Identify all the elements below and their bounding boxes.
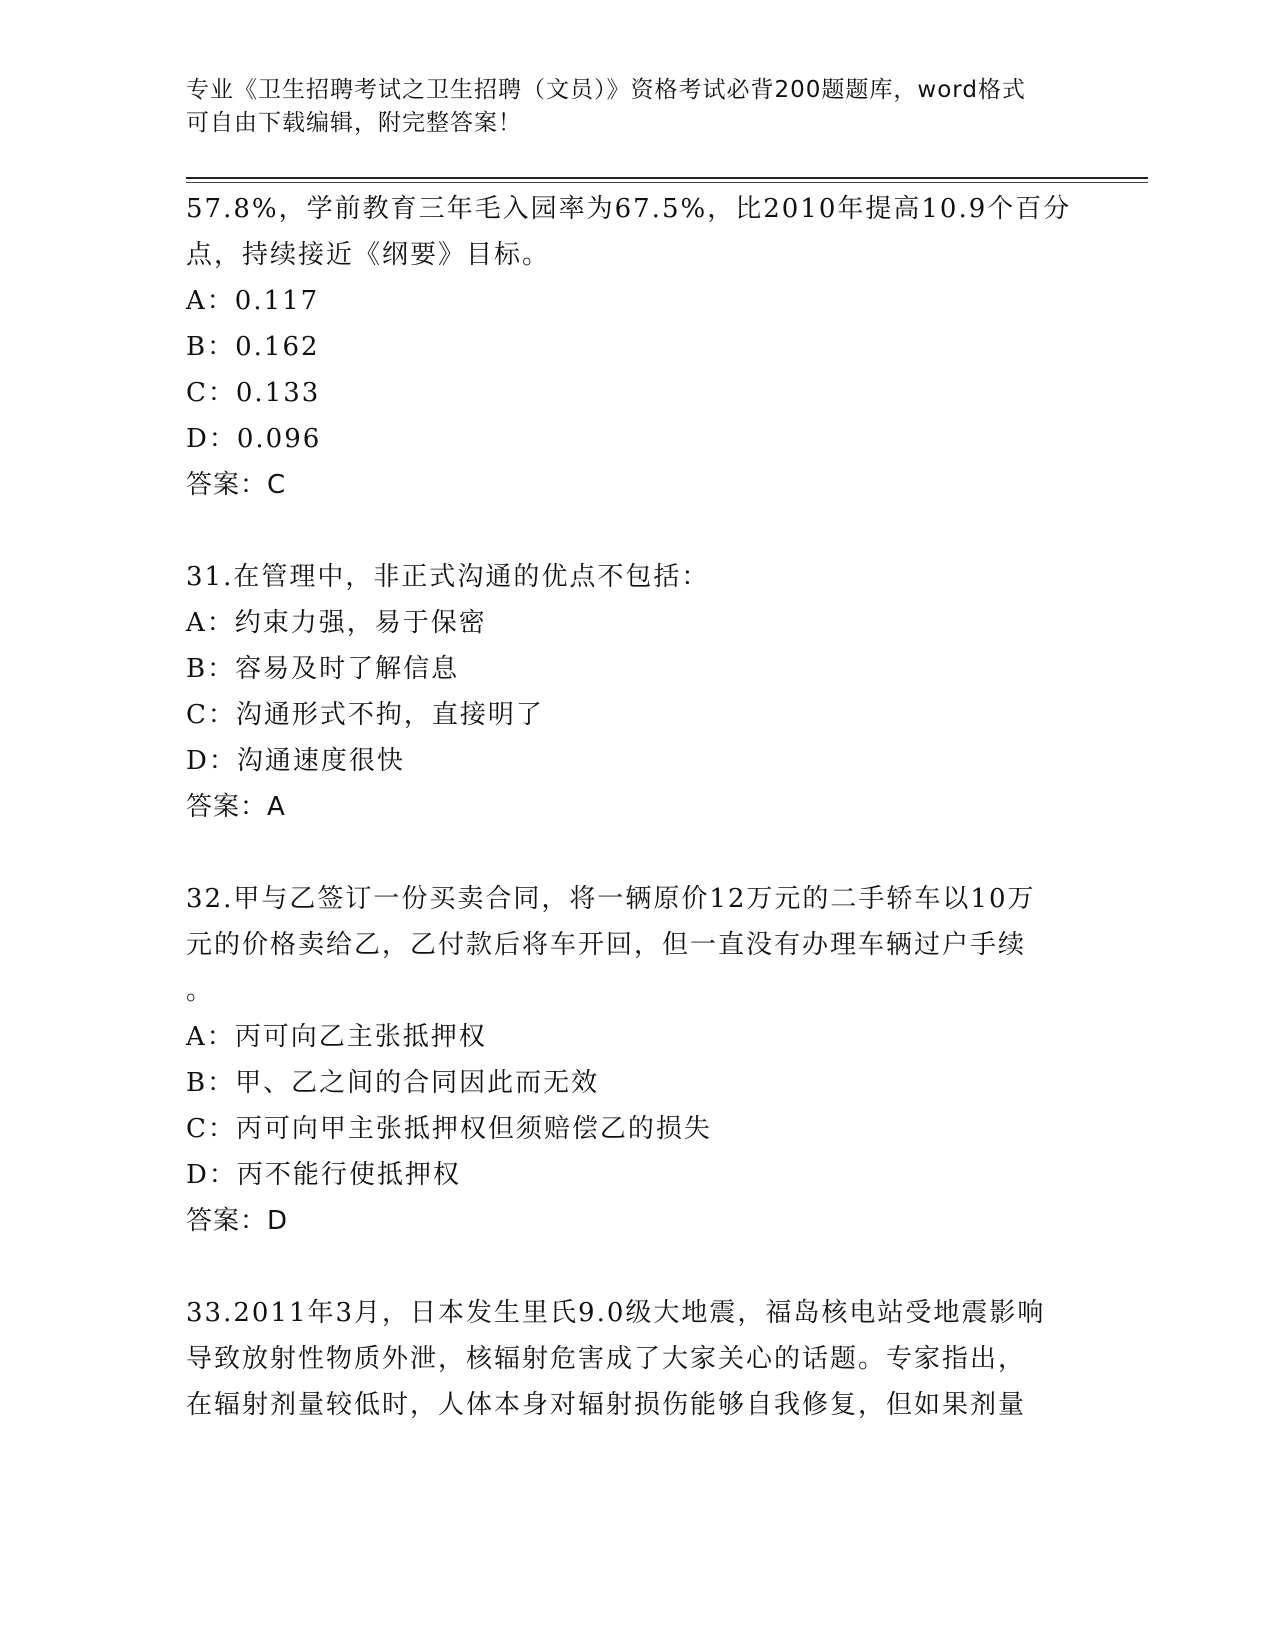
option-a: A：0.117 bbox=[186, 286, 320, 316]
question-text: 在辐射剂量较低时，人体本身对辐射损伤能够自我修复，但如果剂量 bbox=[186, 1390, 1027, 1420]
question-text: 。 bbox=[186, 976, 215, 1006]
option-d: D：沟通速度很快 bbox=[186, 746, 405, 776]
question-block-32 bbox=[186, 876, 1086, 1244]
answer-line: 答案：A bbox=[186, 792, 286, 822]
answer-line: 答案：C bbox=[186, 470, 287, 500]
option-b: B：甲、乙之间的合同因此而无效 bbox=[186, 1068, 600, 1098]
option-c: C：0.133 bbox=[186, 378, 321, 408]
question-text: 31.在管理中，非正式沟通的优点不包括： bbox=[186, 562, 710, 592]
header-title-line-1: 专业《卫生招聘考试之卫生招聘（文员）》资格考试必背200题题库，word格式 bbox=[186, 77, 1026, 103]
question-text: 57.8%，学前教育三年毛入园率为67.5%，比2010年提高10.9个百分 bbox=[186, 194, 1072, 224]
question-text: 导致放射性物质外泄，核辐射危害成了大家关心的话题。专家指出， bbox=[186, 1344, 1027, 1374]
option-c: C：沟通形式不拘，直接明了 bbox=[186, 700, 544, 730]
spacer bbox=[186, 508, 1086, 554]
header-divider-thin bbox=[186, 182, 1148, 183]
question-text: 32.甲与乙签订一份买卖合同，将一辆原价12万元的二手轿车以10万 bbox=[186, 884, 1036, 914]
header-divider-thick bbox=[186, 177, 1148, 179]
question-content bbox=[186, 186, 1086, 1428]
question-text: 点，持续接近《纲要》目标。 bbox=[186, 240, 551, 270]
option-c: C：丙可向甲主张抵押权但须赔偿乙的损失 bbox=[186, 1114, 712, 1144]
option-b: B：容易及时了解信息 bbox=[186, 654, 460, 684]
spacer bbox=[186, 1244, 1086, 1290]
option-b: B：0.162 bbox=[186, 332, 320, 362]
option-d: D：丙不能行使抵押权 bbox=[186, 1160, 461, 1190]
question-block-prev bbox=[186, 186, 1086, 508]
option-a: A：约束力强，易于保密 bbox=[186, 608, 487, 638]
question-text: 元的价格卖给乙，乙付款后将车开回，但一直没有办理车辆过户手续 bbox=[186, 930, 1027, 960]
question-text: 33.2011年3月，日本发生里氏9.0级大地震，福岛核电站受地震影响 bbox=[186, 1298, 1046, 1328]
spacer bbox=[186, 830, 1086, 876]
question-block-31 bbox=[186, 554, 1086, 830]
option-a: A：丙可向乙主张抵押权 bbox=[186, 1022, 487, 1052]
question-block-33 bbox=[186, 1290, 1086, 1428]
answer-line: 答案：D bbox=[186, 1206, 289, 1236]
option-d: D：0.096 bbox=[186, 424, 322, 454]
header-title-line-2: 可自由下载编辑，附完整答案！ bbox=[186, 110, 522, 136]
document-header bbox=[186, 74, 1086, 140]
